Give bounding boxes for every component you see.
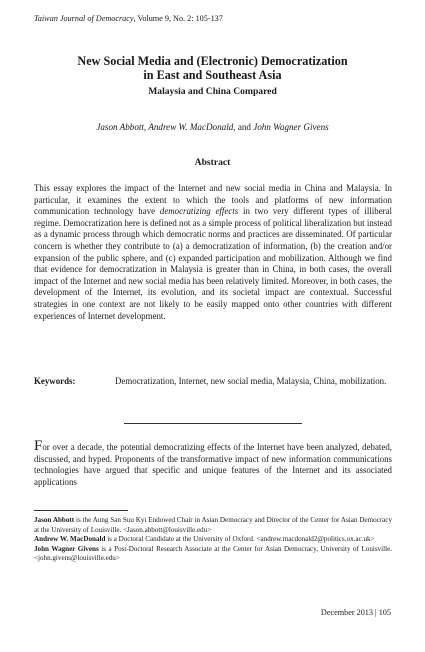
footnote-rule (34, 510, 128, 511)
author-separator: , and (233, 122, 254, 132)
article-title (40, 54, 385, 82)
page-footer: December 2013 | 105 (320, 608, 391, 617)
author-name: Andrew W. MacDonald (148, 122, 234, 132)
keywords-label: Keywords: (34, 376, 76, 386)
article-subtitle: Malaysia and China Compared (148, 86, 277, 97)
intro-dropcap: F (34, 438, 43, 454)
abstract-emphasis: democratizing effects (159, 206, 239, 217)
running-header (34, 14, 394, 23)
footnote-text: is a Post-Doctoral Research Associate at the Center for Asian Democracy, University of Louisville. <john.givens@louisville.edu> (34, 544, 392, 563)
abstract-text-part: in two very different types of illiberal regime. Democratization here is defined not as a simple process of political liberalization but instead as a dynamic process through which democratic norms and practices are disseminated. Of particular concern is whether they contribute to (a) a democratization of information, (b) the creation and/or expansion of the public sphere, and (c) expanded participation and mobilization. Although we find that evidence for democratization in Malaysia is greater than in China, in both cases, the overall impact of the Internet and new social media has been relatively limited. Moreover, in both cases, the development of the Internet, its evolution, and its societal impact are contextual. Successful strategies in one context are not likely to be easily mapped onto other countries with different experiences of Internet development. (34, 206, 393, 321)
author-name: Jason Abbott (96, 122, 144, 132)
author-list (40, 122, 385, 132)
abstract-text (34, 183, 392, 322)
footnote-author: Jason Abbott (34, 516, 75, 524)
author-name: John Wagner Givens (253, 122, 329, 132)
keywords-block (34, 376, 392, 388)
footnote-text: is the Aung San Suu Kyi Endowed Chair in Asian Democracy and Director of the Center for Asian Democracy at the University of Louisville. <Jason.abbott@louisville.edu> (34, 516, 392, 534)
title-line-2: in East and Southeast Asia (143, 68, 282, 82)
volume-info: , Volume 9, No. 2: 105-137 (133, 14, 223, 23)
intro-paragraph (34, 438, 392, 488)
footnote-author: Andrew W. MacDonald (34, 535, 106, 544)
footnote (34, 535, 392, 545)
abstract-heading: Abstract (194, 157, 231, 168)
section-divider (124, 423, 302, 424)
author-separator: , (143, 122, 149, 132)
footnote (34, 516, 392, 535)
footnote-text: is a Doctoral Candidate at the University of Oxford. <andrew.macdonald2@politics.ox.ac.uk> (105, 535, 375, 544)
title-line-1: New Social Media and (Electronic) Democratization (77, 54, 348, 68)
footnote-author: John Wagner Givens (34, 544, 99, 553)
intro-text: or over a decade, the potential democratizing effects of the Internet have been analyzed, debated, discussed, and hyped. Proponents of the transformative impact of new information communications technologies have argued that specific and unique features of the Internet and its associated applications (34, 442, 392, 487)
abstract-text-part: This essay explores the impact of the Internet and new social media in China and Malaysia. In particular, it examines the extent to which the tools and platforms of new information communication technology have (34, 183, 392, 217)
keywords-text: Democratization, Internet, new social media, Malaysia, China, mobilization. (115, 376, 387, 386)
journal-name: Taiwan Journal of Democracy (34, 14, 134, 23)
author-footnotes (34, 516, 392, 564)
footnote (34, 545, 392, 564)
